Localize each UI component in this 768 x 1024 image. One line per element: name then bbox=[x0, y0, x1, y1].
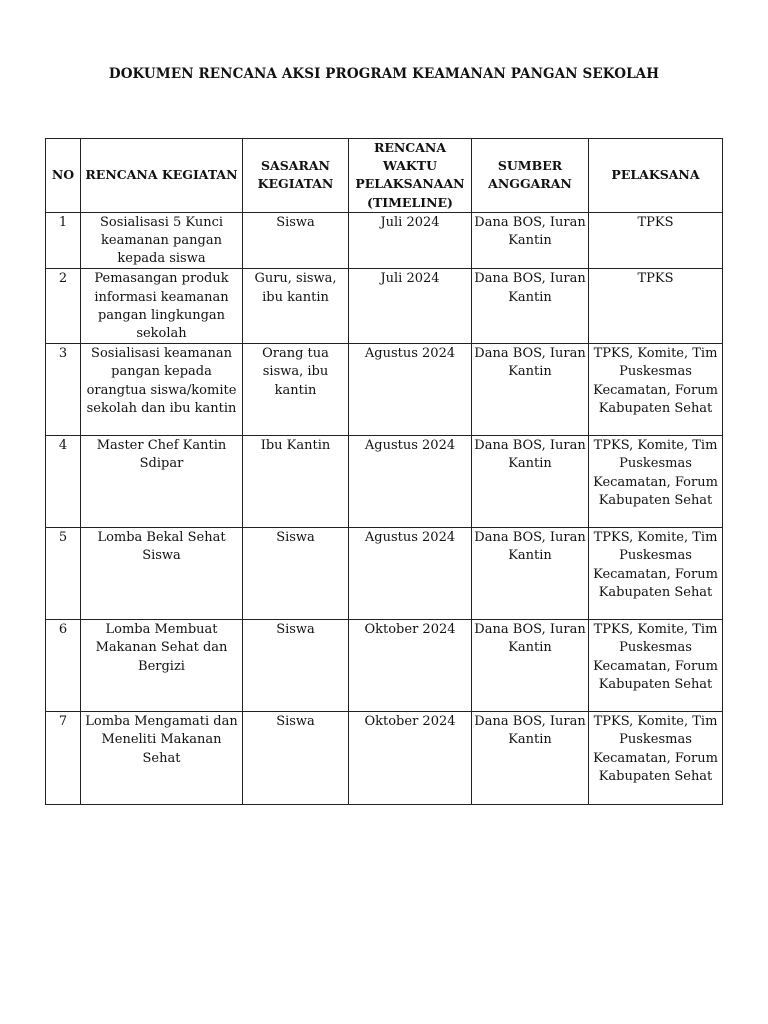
table-row bbox=[46, 269, 723, 344]
cell-sumber: Dana BOS, Iuran Kantin bbox=[472, 436, 589, 528]
cell-sasaran: Siswa bbox=[243, 712, 349, 805]
cell-pelaksana: TPKS bbox=[589, 269, 723, 344]
header-waktu: RENCANA WAKTU PELAKSANAAN (TIMELINE) bbox=[349, 139, 472, 213]
table-row bbox=[46, 712, 723, 805]
header-sumber: SUMBER ANGGARAN bbox=[472, 139, 589, 213]
cell-sasaran: Guru, siswa, ibu kantin bbox=[243, 269, 349, 344]
cell-sasaran: Siswa bbox=[243, 528, 349, 620]
cell-waktu: Agustus 2024 bbox=[349, 344, 472, 436]
cell-sumber: Dana BOS, Iuran Kantin bbox=[472, 528, 589, 620]
cell-pelaksana: TPKS, Komite, Tim Puskesmas Kecamatan, Forum Kabupaten Sehat bbox=[589, 712, 723, 805]
cell-kegiatan: Pemasangan produk informasi keamanan pangan lingkungan sekolah bbox=[81, 269, 243, 344]
cell-kegiatan: Lomba Membuat Makanan Sehat dan Bergizi bbox=[81, 620, 243, 712]
header-kegiatan: RENCANA KEGIATAN bbox=[81, 139, 243, 213]
cell-sasaran: Siswa bbox=[243, 620, 349, 712]
cell-sasaran: Siswa bbox=[243, 212, 349, 269]
table-header-row bbox=[46, 139, 723, 213]
cell-sumber: Dana BOS, Iuran Kantin bbox=[472, 712, 589, 805]
cell-no: 1 bbox=[46, 212, 81, 269]
cell-no: 5 bbox=[46, 528, 81, 620]
cell-sumber: Dana BOS, Iuran Kantin bbox=[472, 344, 589, 436]
cell-no: 4 bbox=[46, 436, 81, 528]
table-row bbox=[46, 528, 723, 620]
cell-sumber: Dana BOS, Iuran Kantin bbox=[472, 269, 589, 344]
cell-sasaran: Ibu Kantin bbox=[243, 436, 349, 528]
table-row bbox=[46, 212, 723, 269]
cell-sumber: Dana BOS, Iuran Kantin bbox=[472, 212, 589, 269]
cell-no: 6 bbox=[46, 620, 81, 712]
cell-no: 7 bbox=[46, 712, 81, 805]
cell-waktu: Oktober 2024 bbox=[349, 712, 472, 805]
cell-waktu: Agustus 2024 bbox=[349, 436, 472, 528]
cell-waktu: Oktober 2024 bbox=[349, 620, 472, 712]
cell-no: 3 bbox=[46, 344, 81, 436]
cell-waktu: Juli 2024 bbox=[349, 212, 472, 269]
cell-sumber: Dana BOS, Iuran Kantin bbox=[472, 620, 589, 712]
cell-pelaksana: TPKS bbox=[589, 212, 723, 269]
cell-pelaksana: TPKS, Komite, Tim Puskesmas Kecamatan, Forum Kabupaten Sehat bbox=[589, 528, 723, 620]
table-row bbox=[46, 620, 723, 712]
cell-pelaksana: TPKS, Komite, Tim Puskesmas Kecamatan, Forum Kabupaten Sehat bbox=[589, 344, 723, 436]
cell-kegiatan: Sosialisasi keamanan pangan kepada orangtua siswa/komite sekolah dan ibu kantin bbox=[81, 344, 243, 436]
header-pelaksana: PELAKSANA bbox=[589, 139, 723, 213]
cell-waktu: Juli 2024 bbox=[349, 269, 472, 344]
document-title: DOKUMEN RENCANA AKSI PROGRAM KEAMANAN PANGAN SEKOLAH bbox=[108, 66, 660, 82]
cell-kegiatan: Master Chef Kantin Sdipar bbox=[81, 436, 243, 528]
action-plan-table bbox=[45, 138, 723, 805]
cell-kegiatan: Sosialisasi 5 Kunci keamanan pangan kepada siswa bbox=[81, 212, 243, 269]
cell-waktu: Agustus 2024 bbox=[349, 528, 472, 620]
table-row bbox=[46, 344, 723, 436]
header-no: NO bbox=[46, 139, 81, 213]
table-row bbox=[46, 436, 723, 528]
header-sasaran: SASARAN KEGIATAN bbox=[243, 139, 349, 213]
cell-pelaksana: TPKS, Komite, Tim Puskesmas Kecamatan, Forum Kabupaten Sehat bbox=[589, 436, 723, 528]
cell-sasaran: Orang tua siswa, ibu kantin bbox=[243, 344, 349, 436]
cell-pelaksana: TPKS, Komite, Tim Puskesmas Kecamatan, Forum Kabupaten Sehat bbox=[589, 620, 723, 712]
cell-no: 2 bbox=[46, 269, 81, 344]
cell-kegiatan: Lomba Mengamati dan Meneliti Makanan Sehat bbox=[81, 712, 243, 805]
cell-kegiatan: Lomba Bekal Sehat Siswa bbox=[81, 528, 243, 620]
